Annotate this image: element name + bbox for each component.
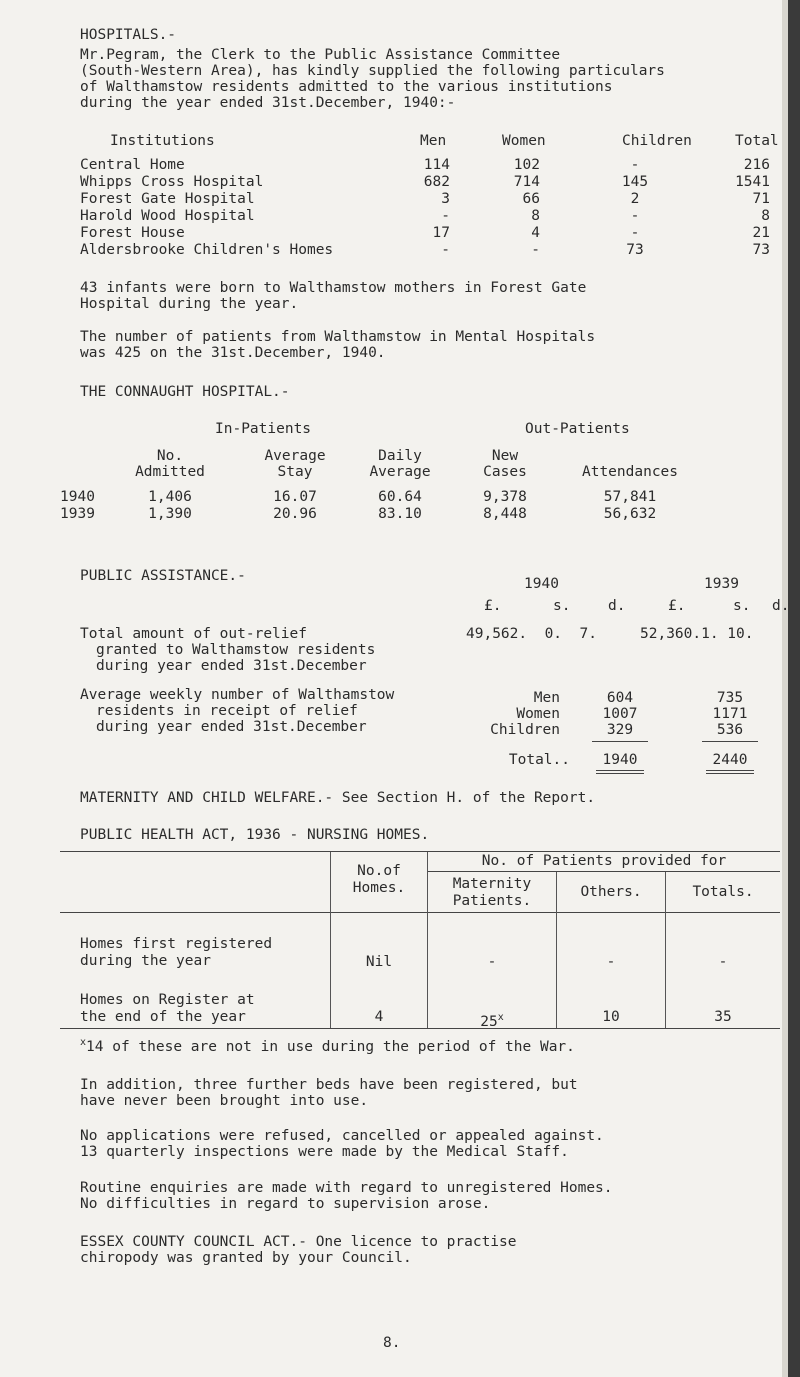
total-value: 21 (752, 225, 770, 241)
nursing-homes-heading: PUBLIC HEALTH ACT, 1936 - NURSING HOMES. (80, 827, 430, 843)
intro-line-3: of Walthamstow residents admitted to the various institutions (80, 79, 613, 95)
children-value: - (630, 225, 640, 241)
out-patients-header: Out-Patients (525, 421, 630, 437)
addition-line-1: In addition, three further beds have been registered, but (80, 1077, 578, 1093)
hospitals-heading: HOSPITALS.- (80, 27, 177, 43)
category-label: Women (516, 706, 560, 722)
row-label-line-1: Homes first registered (80, 936, 273, 952)
others-value: - (606, 954, 616, 970)
applications-line-2: 13 quarterly inspections were made by the Medical Staff. (80, 1144, 569, 1160)
total-value: 71 (752, 191, 770, 207)
relief-1940-value: 49,562. 0. 7. (466, 626, 597, 642)
women-value: 8 (531, 208, 540, 224)
women-value: 714 (513, 174, 540, 190)
total-1940-value: 1940 (602, 752, 638, 768)
men-value: 682 (423, 174, 450, 190)
homes-value: Nil (365, 954, 393, 970)
footnote-text: 14 of these are not in use during the period of the War. (86, 1038, 575, 1055)
women-value: 4 (531, 225, 540, 241)
pa-unit-pounds-2: £. (668, 598, 686, 614)
weekly-label-1: Average weekly number of Walthamstow (80, 687, 395, 703)
mental-line-1: The number of patients from Walthamstow in Mental Hospitals (80, 329, 596, 345)
col-no-homes-1: No.of (357, 863, 401, 879)
col-no-admitted-2: Admitted (135, 464, 205, 480)
col-attendances: Attendances (581, 464, 679, 480)
connaught-heading: THE CONNAUGHT HOSPITAL.- (80, 384, 290, 400)
value-1939: 536 (716, 722, 744, 738)
total-double-rule-1939 (706, 770, 754, 774)
men-value: - (441, 242, 450, 258)
year-label: 1939 (60, 506, 95, 522)
subtotal-rule-1939 (702, 741, 758, 742)
table-top-rule (60, 851, 780, 852)
total-value: 1541 (735, 174, 770, 190)
footnote (80, 1034, 575, 1056)
col-new-cases-1: New (491, 448, 519, 464)
col-totals: Totals. (692, 884, 754, 900)
institution-name: Harold Wood Hospital (80, 208, 255, 224)
footnote-marker: x (497, 1012, 504, 1023)
institution-name: Forest House (80, 225, 185, 241)
totals-value: - (718, 954, 728, 970)
relief-label-2: granted to Walthamstow residents (96, 642, 376, 658)
value-1940: 329 (606, 722, 634, 738)
col-avg-stay-1: Average (264, 448, 326, 464)
pa-unit-pence-2: d. (772, 598, 790, 614)
page-number: 8. (383, 1335, 401, 1351)
women-value: 102 (513, 157, 540, 173)
col-no-homes-2: Homes. (352, 880, 406, 896)
intro-line-2: (South-Western Area), has kindly supplied the following particulars (80, 63, 665, 79)
institution-name: Aldersbrooke Children's Homes (80, 242, 334, 258)
total-double-rule-1940 (596, 770, 644, 774)
attendances-value: 57,841 (603, 489, 657, 505)
col-patients-provided: No. of Patients provided for (481, 853, 727, 869)
children-value: 145 (621, 174, 649, 190)
attendances-value: 56,632 (603, 506, 657, 522)
category-label: Men (533, 690, 560, 706)
page-edge-binding (788, 0, 800, 1377)
total-label: Total.. (508, 752, 570, 768)
intro-line-4: during the year ended 31st.December, 1940:- (80, 95, 456, 111)
addition-line-2: have never been brought into use. (80, 1093, 369, 1109)
relief-label-1: Total amount of out-relief (80, 626, 307, 642)
maternity-welfare-line: MATERNITY AND CHILD WELFARE.- See Section H. of the Report. (80, 790, 596, 806)
women-value: - (531, 242, 540, 258)
value-1939: 1171 (712, 706, 748, 722)
avg-stay-value: 16.07 (273, 489, 317, 505)
homes-value: 4 (374, 1009, 384, 1025)
col-new-cases-2: Cases (483, 464, 527, 480)
public-assistance-heading: PUBLIC ASSISTANCE.- (80, 568, 246, 584)
col-avg-stay-2: Stay (277, 464, 313, 480)
infants-line-2: Hospital during the year. (80, 296, 299, 312)
new-cases-value: 8,448 (483, 506, 527, 522)
pa-unit-pence-1: d. (608, 598, 626, 614)
subtotal-rule-1940 (592, 741, 648, 742)
value-1940: 1007 (602, 706, 638, 722)
table-header-rule (60, 912, 780, 913)
avg-stay-value: 20.96 (273, 506, 317, 522)
essex-line-2: chiropody was granted by your Council. (80, 1250, 412, 1266)
year-label: 1940 (60, 489, 95, 505)
children-value: 2 (630, 191, 640, 207)
new-cases-value: 9,378 (483, 489, 527, 505)
admitted-value: 1,406 (148, 489, 192, 505)
institution-name: Forest Gate Hospital (80, 191, 255, 207)
admitted-value: 1,390 (148, 506, 192, 522)
category-label: Children (490, 722, 560, 738)
col-no-admitted-1: No. (156, 448, 184, 464)
table-subheader-rule (427, 871, 780, 872)
col-header-institutions: Institutions (110, 133, 215, 149)
infants-line-1: 43 infants were born to Walthamstow mothers in Forest Gate (80, 280, 587, 296)
men-value: 17 (432, 225, 450, 241)
men-value: 3 (441, 191, 450, 207)
men-value: 114 (423, 157, 450, 173)
children-value: 73 (626, 242, 644, 258)
maternity-value-cell (428, 1009, 556, 1031)
pa-unit-shillings-1: s. (553, 598, 571, 614)
total-value: 8 (761, 208, 770, 224)
women-value: 66 (522, 191, 540, 207)
row-label-line-2: during the year (80, 953, 211, 969)
children-value: - (630, 157, 640, 173)
others-value: 10 (602, 1009, 620, 1025)
row-label-line-2: the end of the year (80, 1009, 246, 1025)
col-header-total: Total (735, 133, 779, 149)
pa-year-1939: 1939 (704, 576, 739, 592)
total-value: 216 (743, 157, 770, 173)
pa-unit-shillings-2: s. (733, 598, 751, 614)
col-others: Others. (580, 884, 642, 900)
col-daily-avg-1: Daily (378, 448, 422, 464)
institution-name: Whipps Cross Hospital (80, 174, 264, 190)
maternity-value: - (487, 954, 497, 970)
value-1940: 604 (606, 690, 634, 706)
weekly-label-2: residents in receipt of relief (96, 703, 358, 719)
applications-line-1: No applications were refused, cancelled or appealed against. (80, 1128, 604, 1144)
relief-1939-value: 52,360.1. 10. (640, 626, 754, 642)
total-value: 73 (752, 242, 770, 258)
total-1939-value: 2440 (712, 752, 748, 768)
pa-unit-pounds-1: £. (484, 598, 502, 614)
men-value: - (441, 208, 450, 224)
daily-avg-value: 60.64 (378, 489, 422, 505)
intro-line-1: Mr.Pegram, the Clerk to the Public Assistance Committee (80, 47, 561, 63)
routine-line-1: Routine enquiries are made with regard to unregistered Homes. (80, 1180, 613, 1196)
totals-value: 35 (714, 1009, 732, 1025)
col-daily-avg-2: Average (369, 464, 431, 480)
maternity-value: 25 (480, 1013, 498, 1030)
pa-year-1940: 1940 (524, 576, 559, 592)
col-header-children: Children (622, 133, 692, 149)
col-header-men: Men (420, 133, 447, 149)
col-maternity-1: Maternity (452, 876, 532, 892)
col-header-women: Women (502, 133, 546, 149)
row-label-line-1: Homes on Register at (80, 992, 255, 1008)
weekly-label-3: during year ended 31st.December (96, 719, 367, 735)
footnote-mark: x (80, 1037, 87, 1048)
institution-name: Central Home (80, 157, 185, 173)
col-maternity-2: Patients. (452, 893, 532, 909)
in-patients-header: In-Patients (215, 421, 312, 437)
value-1939: 735 (716, 690, 744, 706)
routine-line-2: No difficulties in regard to supervision arose. (80, 1196, 491, 1212)
children-value: - (630, 208, 640, 224)
daily-avg-value: 83.10 (378, 506, 422, 522)
essex-line-1: ESSEX COUNTY COUNCIL ACT.- One licence to practise (80, 1234, 517, 1250)
relief-label-3: during year ended 31st.December (96, 658, 367, 674)
mental-line-2: was 425 on the 31st.December, 1940. (80, 345, 386, 361)
table-bottom-rule (60, 1028, 780, 1029)
